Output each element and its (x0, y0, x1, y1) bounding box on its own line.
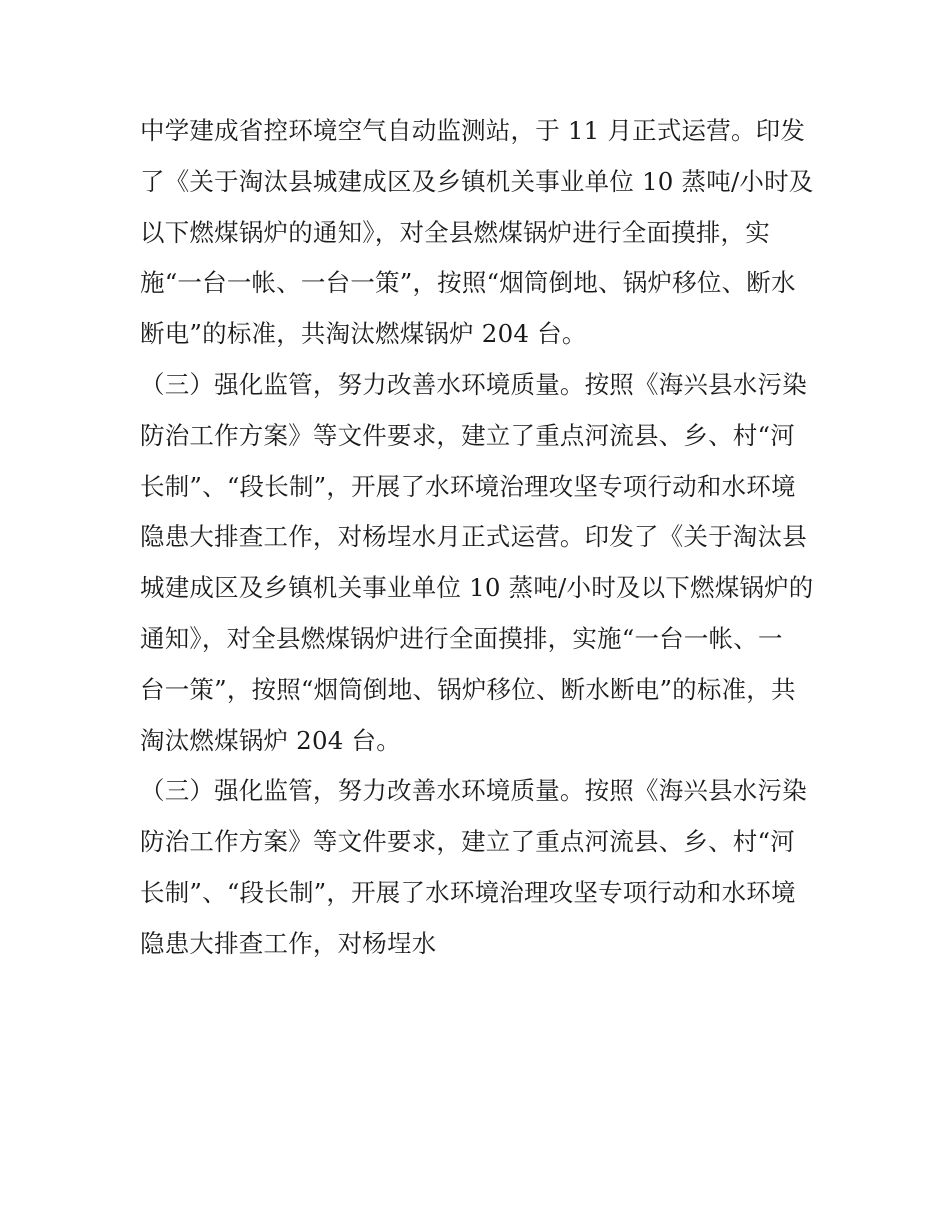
text-line: 以下燃煤锅炉的通知》，对全县燃煤锅炉进行全面摸排，实 (140, 217, 770, 247)
text-line: （三）强化监管，努力改善水环境质量。按照《海兴县水污染 (140, 776, 807, 806)
text-line: 淘汰燃煤锅炉 204 台。 (140, 725, 401, 755)
text-line: 施“一台一帐、一台一策”，按照“烟筒倒地、锅炉移位、断水 (140, 268, 796, 298)
text-line: 防治工作方案》等文件要求，建立了重点河流县、乡、村“河 (140, 827, 795, 857)
body-text (140, 106, 830, 970)
text-line: 隐患大排查工作，对杨埕水月正式运营。印发了《关于淘汰县 (140, 522, 807, 552)
text-line: 长制”、“段长制”，开展了水环境治理攻坚专项行动和水环境 (140, 877, 796, 907)
text-line: 中学建成省控环境空气自动监测站，于 11 月正式运营。印发 (140, 116, 806, 145)
text-line: 断电”的标准，共淘汰燃煤锅炉 204 台。 (140, 319, 587, 349)
text-line: 长制”、“段长制”，开展了水环境治理攻坚专项行动和水环境 (140, 471, 796, 501)
text-line: （三）强化监管，努力改善水环境质量。按照《海兴县水污染 (140, 369, 807, 399)
text-line: 台一策”，按照“烟筒倒地、锅炉移位、断水断电”的标准，共 (140, 674, 796, 704)
text-line: 通知》，对全县燃煤锅炉进行全面摸排，实施“一台一帐、一 (140, 623, 783, 653)
text-line: 了《关于淘汰县城建成区及乡镇机关事业单位 10 蒸吨/小时及 (140, 166, 814, 196)
text-line: 城建成区及乡镇机关事业单位 10 蒸吨/小时及以下燃煤锅炉的 (140, 573, 814, 603)
text-line: 隐患大排查工作，对杨埕水 (140, 928, 437, 958)
text-line: 防治工作方案》等文件要求，建立了重点河流县、乡、村“河 (140, 420, 795, 450)
